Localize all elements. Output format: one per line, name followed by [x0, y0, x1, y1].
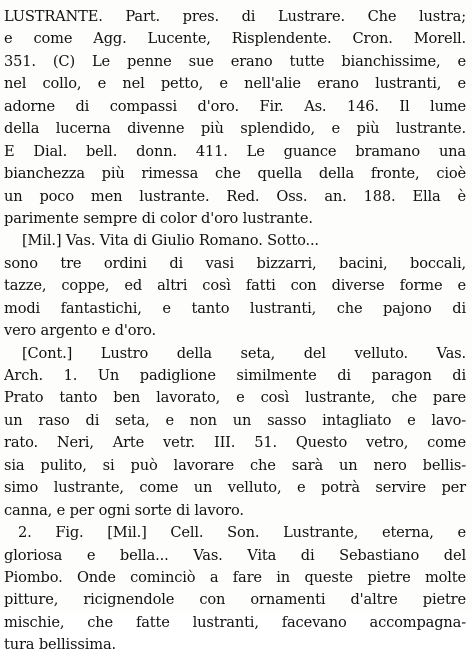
entry-line: tura bellissima. [4, 636, 116, 654]
entry-line: simo lustrante, come un velluto, e potrà servire per [4, 479, 466, 497]
entry-line: E Dial. bell. donn. 411. Le guance bramano una [4, 142, 466, 160]
entry-line: Prato tanto ben lavorato, e così lustrante, che pare [4, 389, 466, 407]
entry-line: Arch. 1. Un padiglione similmente di paragon di [4, 367, 466, 384]
entry-line: vero argento e d'oro. [4, 322, 157, 340]
entry-line: sia pulito, si può lavorare che sarà un nero bellis- [4, 456, 466, 474]
entry-line: tazze, coppe, ed altri così fatti con diverse forme e [4, 277, 466, 295]
entry-line: della lucerna divenne più splendido, e più lustrante. [4, 120, 466, 138]
dictionary-entry-lustrante [4, 6, 466, 657]
entry-line: adorne di compassi d'oro. Fir. As. 146. Il lume [4, 97, 466, 115]
entry-line: gloriosa e bella... Vas. Vita di Sebastiano del [4, 546, 466, 564]
entry-line: parimente sempre di color d'oro lustrante. [4, 209, 313, 227]
entry-line: [Cont.] Lustro della seta, del velluto. Vas. [22, 344, 466, 362]
entry-line: [Mil.] Vas. Vita di Giulio Romano. Sotto... [22, 232, 319, 250]
entry-line: modi fantastichi, e tanto lustranti, che pajono di [4, 299, 466, 317]
entry-line: un poco men lustrante. Red. Oss. an. 188. Ella è [4, 187, 466, 205]
entry-line: un raso di seta, e non un sasso intagliato e lavo- [4, 411, 466, 429]
entry-line: rato. Neri, Arte vetr. III. 51. Questo vetro, come [4, 434, 466, 452]
entry-line: canna, e per ogni sorte di lavoro. [4, 501, 244, 519]
entry-line: LUSTRANTE. Part. pres. di Lustrare. Che lustra; [4, 8, 466, 25]
entry-line: 351. (C) Le penne sue erano tutte bianchissime, e [4, 52, 466, 70]
entry-line: nel collo, e nel petto, e nell'alie erano lustranti, e [4, 75, 466, 93]
entry-line: Piombo. Onde cominciò a fare in queste pietre molte [4, 568, 466, 586]
entry-line: 2. Fig. [Mil.] Cell. Son. Lustrante, eterna, e [18, 524, 466, 542]
entry-line: e come Agg. Lucente, Risplendente. Cron. Morell. [4, 30, 466, 48]
entry-line: mischie, che fatte lustranti, facevano accompagna- [4, 613, 466, 631]
entry-line: pitture, ricignendole con ornamenti d'altre pietre [4, 591, 466, 609]
entry-line: bianchezza più rimessa che quella della fronte, cioè [4, 165, 466, 183]
entry-line: sono tre ordini di vasi bizzarri, bacini, boccali, [4, 254, 466, 272]
